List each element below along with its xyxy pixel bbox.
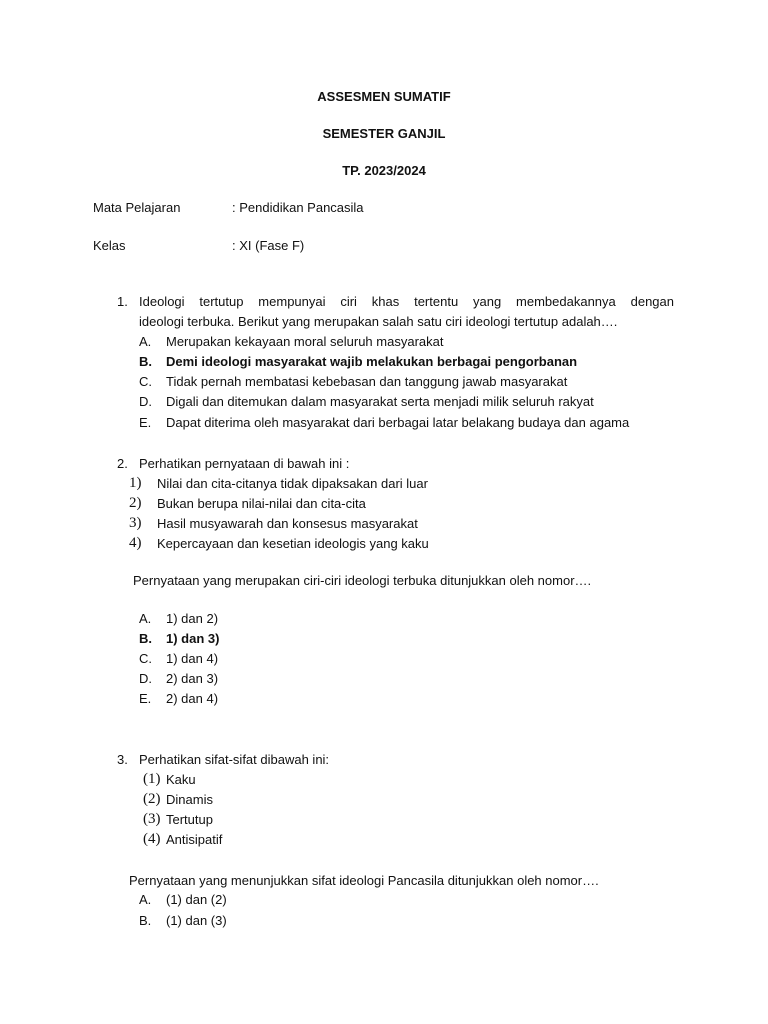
q3-statement-number: (2)	[143, 791, 161, 807]
q3-question: Pernyataan yang menunjukkan sifat ideologi Pancasila ditunjukkan oleh nomor….	[129, 873, 599, 888]
q3-option-text: (1) dan (3)	[166, 913, 227, 928]
q3-option-text: (1) dan (2)	[166, 892, 227, 907]
q1-number: 1.	[117, 294, 128, 309]
q2-option-text: 1) dan 3)	[166, 631, 220, 646]
q1-option-text: Digali dan ditemukan dalam masyarakat serta menjadi milik seluruh rakyat	[166, 394, 594, 409]
school-year-heading: TP. 2023/2024	[342, 163, 426, 178]
q2-option-letter: D.	[139, 671, 152, 686]
q3-statement-number: (3)	[143, 811, 161, 827]
q3-option-letter: A.	[139, 892, 152, 907]
q2-option-letter: B.	[139, 631, 152, 646]
q2-option-letter: E.	[139, 691, 152, 706]
q2-statement-number: 1)	[129, 475, 142, 491]
q3-statement-text: Tertutup	[166, 812, 213, 827]
q3-statement-text: Kaku	[166, 772, 196, 787]
q1-option-text: Merupakan kekayaan moral seluruh masyarakat	[166, 334, 444, 349]
semester-heading: SEMESTER GANJIL	[322, 126, 446, 141]
q2-option-letter: A.	[139, 611, 152, 626]
q1-text-line1: Ideologi tertutup mempunyai ciri khas tertentu yang membedakannya dengan	[139, 294, 674, 309]
q1-option-text: Dapat diterima oleh masyarakat dari berbagai latar belakang budaya dan agama	[166, 415, 630, 430]
q1-text-line2: ideologi terbuka. Berikut yang merupakan salah satu ciri ideologi tertutup adalah….	[139, 314, 618, 329]
q2-statement-number: 4)	[129, 535, 142, 551]
q1-option-text: Demi ideologi masyarakat wajib melakukan berbagai pengorbanan	[166, 354, 578, 369]
q2-statement-text: Hasil musyawarah dan konsesus masyarakat	[157, 516, 418, 531]
q3-option-letter: B.	[139, 913, 152, 928]
q2-statement-text: Nilai dan cita-citanya tidak dipaksakan dari luar	[157, 476, 428, 491]
q2-option-text: 1) dan 4)	[166, 651, 219, 666]
q1-option-letter: A.	[139, 334, 152, 349]
q3-statement-number: (1)	[143, 771, 161, 787]
document-title: ASSESMEN SUMATIF	[317, 89, 451, 104]
q2-number: 2.	[117, 456, 128, 471]
q1-option-letter: C.	[139, 374, 152, 389]
q2-statement-text: Bukan berupa nilai-nilai dan cita-cita	[157, 496, 366, 511]
class-value: : XI (Fase F)	[232, 238, 305, 253]
q1-option-letter: B.	[139, 354, 152, 369]
subject-label: Mata Pelajaran	[93, 200, 181, 215]
q2-statement-number: 3)	[129, 515, 142, 531]
q2-text: Perhatikan pernyataan di bawah ini :	[139, 456, 350, 471]
q2-question: Pernyataan yang merupakan ciri-ciri ideologi terbuka ditunjukkan oleh nomor….	[133, 573, 592, 588]
q3-text: Perhatikan sifat-sifat dibawah ini:	[139, 752, 330, 767]
q1-option-letter: D.	[139, 394, 152, 409]
q2-statement-text: Kepercayaan dan kesetian ideologis yang kaku	[157, 536, 429, 551]
q3-statement-text: Dinamis	[166, 792, 213, 807]
q2-option-letter: C.	[139, 651, 152, 666]
q3-statement-number: (4)	[143, 831, 161, 847]
q2-option-text: 1) dan 2)	[166, 611, 219, 626]
q1-option-letter: E.	[139, 415, 152, 430]
q2-option-text: 2) dan 3)	[166, 671, 219, 686]
q3-number: 3.	[117, 752, 128, 767]
q1-option-text: Tidak pernah membatasi kebebasan dan tanggung jawab masyarakat	[166, 374, 568, 389]
q2-statement-number: 2)	[129, 495, 142, 511]
class-label: Kelas	[93, 238, 126, 253]
q2-option-text: 2) dan 4)	[166, 691, 219, 706]
subject-value: : Pendidikan Pancasila	[232, 200, 364, 215]
q3-statement-text: Antisipatif	[166, 832, 223, 847]
